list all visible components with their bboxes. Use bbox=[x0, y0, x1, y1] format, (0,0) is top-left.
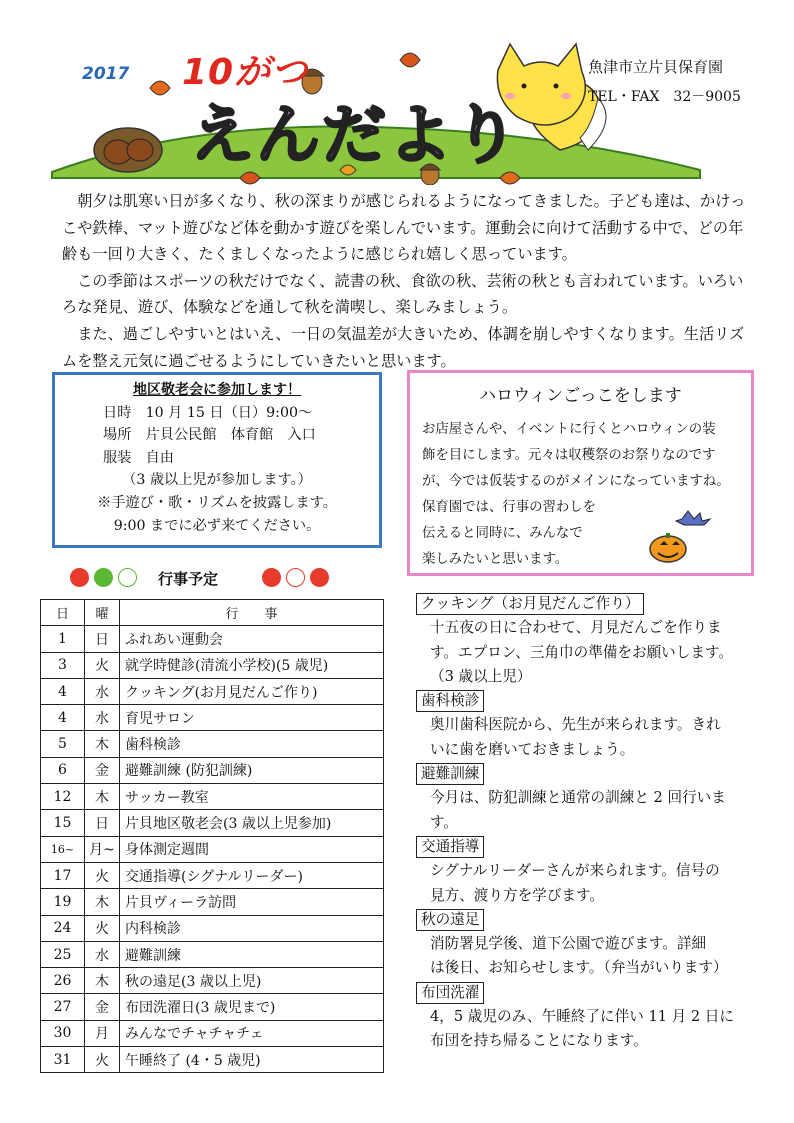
cell-day: 27 bbox=[41, 994, 85, 1020]
halloween-line: お店屋さんや、イベントに行くとハロウィンの装 bbox=[422, 422, 716, 437]
event-body-line: 奥川歯科医院から、先生が来られます。きれ bbox=[430, 716, 721, 734]
event-body-line: 十五夜の日に合わせて、月見だんごを作りま bbox=[430, 619, 722, 637]
cell-day: 5 bbox=[41, 731, 85, 757]
apple-icon bbox=[262, 568, 281, 587]
cell-event: 避難訓練 bbox=[120, 941, 384, 967]
keiro-note: ※手遊び・歌・リズムを披露します。 bbox=[97, 494, 337, 511]
table-row bbox=[41, 836, 384, 862]
keiro-datetime: 日時 10 月 15 日（日）9:00～ bbox=[103, 404, 313, 421]
schedule-heading bbox=[70, 566, 370, 592]
event-details bbox=[416, 592, 756, 1054]
cell-weekday: 水 bbox=[85, 705, 120, 731]
cell-event: クッキング(お月見だんご作り) bbox=[120, 678, 384, 704]
header-banner bbox=[0, 0, 794, 185]
keiro-dress: 服装 自由 bbox=[103, 449, 174, 466]
intro-paragraph: また、過ごしやすいとはいえ、一日の気温差が大きいため、体調を崩しやすくなります。生活リズムを整え元気に過ごせるようにしていきたいと思います。 bbox=[62, 324, 745, 370]
event-body-line: す。エプロン、三角巾の準備をお願いします。 bbox=[430, 643, 733, 661]
cell-weekday: 月 bbox=[85, 1020, 120, 1046]
table-header-row bbox=[41, 600, 384, 626]
cell-event: サッカー教室 bbox=[120, 784, 384, 810]
apple-icon bbox=[118, 568, 137, 587]
event-body-line: 見方、渡り方を学びます。 bbox=[430, 886, 604, 904]
cell-event: 歯科検診 bbox=[120, 731, 384, 757]
cell-weekday: 木 bbox=[85, 889, 120, 915]
cell-event: みんなでチャチャチェ bbox=[120, 1020, 384, 1046]
cell-day: 30 bbox=[41, 1020, 85, 1046]
cell-weekday: 金 bbox=[85, 994, 120, 1020]
table-row bbox=[41, 915, 384, 941]
event-body-line: 4，5 歳児のみ、午睡終了に伴い 11 月 2 日に bbox=[430, 1008, 734, 1026]
halloween-line: 伝えると同時に、みんなで bbox=[422, 526, 583, 541]
keiro-title: 地区敬老会に参加します！ bbox=[133, 382, 301, 398]
newsletter-title: えんだより bbox=[190, 99, 520, 173]
cell-weekday: 火 bbox=[85, 652, 120, 678]
cell-day: 19 bbox=[41, 889, 85, 915]
cell-weekday: 水 bbox=[85, 678, 120, 704]
header-weekday: 曜 bbox=[85, 600, 120, 626]
event-title: 避難訓練 bbox=[416, 763, 484, 785]
event-title: 歯科検診 bbox=[416, 690, 484, 712]
cell-day: 4 bbox=[41, 705, 85, 731]
apple-icon bbox=[286, 568, 305, 587]
apple-icon bbox=[94, 568, 113, 587]
intro-paragraph: 朝夕は肌寒い日が多くなり、秋の深まりが感じられるようになってきました。子ども達は、かけっこや鉄棒、マット遊びなど体を動かす遊びを楽しんでいます。運動会に向けて活動する中で、どの年齢も一回り大きく、たくましくなったように感じられ嬉しく思っています。 bbox=[62, 192, 746, 264]
cell-day: 4 bbox=[41, 678, 85, 704]
cell-day: 24 bbox=[41, 915, 85, 941]
cell-day: 6 bbox=[41, 757, 85, 783]
header-event: 行 事 bbox=[120, 600, 384, 626]
phone-fax: TEL・FAX 32－9005 bbox=[588, 89, 741, 105]
cell-weekday: 日 bbox=[85, 810, 120, 836]
cell-event: 就学時健診(清流小学校)(5 歳児) bbox=[120, 652, 384, 678]
table-row bbox=[41, 1020, 384, 1046]
halloween-box bbox=[407, 370, 754, 576]
cell-day: 1 bbox=[41, 626, 85, 652]
table-row bbox=[41, 889, 384, 915]
table-row bbox=[41, 810, 384, 836]
event-body-line: は後日、お知らせします。（弁当がいります） bbox=[430, 959, 728, 977]
table-row bbox=[41, 626, 384, 652]
cell-day: 25 bbox=[41, 941, 85, 967]
table-row bbox=[41, 941, 384, 967]
cell-weekday: 水 bbox=[85, 941, 120, 967]
schedule-body bbox=[41, 626, 384, 1073]
halloween-line: 保育園では、行事の習わしを bbox=[422, 500, 597, 515]
keiro-note: 9:00 までに必ず来てください。 bbox=[113, 517, 321, 534]
event-body-line: 布団を持ち帰ることになります。 bbox=[430, 1032, 648, 1050]
event-title: 交通指導 bbox=[416, 836, 484, 858]
keiro-event-box bbox=[52, 372, 382, 548]
cell-event: 身体測定週間 bbox=[120, 836, 384, 862]
event-title: 秋の遠足 bbox=[416, 909, 484, 931]
school-name: 魚津市立片貝保育園 bbox=[588, 58, 724, 76]
schedule-title: 行事予定 bbox=[158, 570, 219, 588]
cell-event: ふれあい運動会 bbox=[120, 626, 384, 652]
cell-day: 26 bbox=[41, 968, 85, 994]
schedule-table bbox=[40, 599, 384, 1073]
event-body-line: す。 bbox=[430, 813, 459, 831]
cell-event: 布団洗濯日(3 歳児まで) bbox=[120, 994, 384, 1020]
cell-event: 交通指導(シグナルリーダー) bbox=[120, 862, 384, 888]
cell-day: 15 bbox=[41, 810, 85, 836]
cell-weekday: 金 bbox=[85, 757, 120, 783]
table-row bbox=[41, 862, 384, 888]
month-title: 10がつ bbox=[182, 52, 309, 93]
cell-weekday: 火 bbox=[85, 915, 120, 941]
header-day: 日 bbox=[41, 600, 85, 626]
cell-weekday: 木 bbox=[85, 968, 120, 994]
cell-weekday: 火 bbox=[85, 1047, 120, 1073]
halloween-line: が、今では仮装するのがメインになっていますね。 bbox=[422, 474, 730, 489]
table-row bbox=[41, 994, 384, 1020]
halloween-line: 楽しみたいと思います。 bbox=[422, 552, 569, 567]
cell-weekday: 木 bbox=[85, 731, 120, 757]
cell-day: 16~ bbox=[41, 836, 85, 862]
intro-text bbox=[62, 188, 752, 374]
table-row bbox=[41, 784, 384, 810]
cell-day: 31 bbox=[41, 1047, 85, 1073]
table-row bbox=[41, 705, 384, 731]
table-row bbox=[41, 1047, 384, 1073]
keiro-place: 場所 片貝公民館 体育館 入口 bbox=[103, 427, 316, 444]
cell-weekday: 木 bbox=[85, 784, 120, 810]
cell-day: 3 bbox=[41, 652, 85, 678]
event-body-line: 今月は、防犯訓練と通常の訓練と 2 回行いま bbox=[430, 789, 726, 807]
event-body-line: シグナルリーダーさんが来られます。信号の bbox=[430, 862, 720, 880]
halloween-title: ハロウィンごっこをします bbox=[479, 386, 682, 406]
halloween-line: 飾を目にします。元々は収穫祭のお祭りなのです bbox=[422, 448, 716, 463]
cell-event: 秋の遠足(3 歳以上児) bbox=[120, 968, 384, 994]
keiro-note: （3 歳以上児が参加します。） bbox=[122, 472, 312, 489]
cell-day: 12 bbox=[41, 784, 85, 810]
event-body-line: 消防署見学後、道下公園で遊びます。詳細 bbox=[430, 935, 707, 953]
table-row bbox=[41, 652, 384, 678]
cell-event: 片貝地区敬老会(3 歳以上児参加) bbox=[120, 810, 384, 836]
table-row bbox=[41, 678, 384, 704]
event-body-line: （3 歳以上児） bbox=[430, 667, 532, 685]
event-title: クッキング（お月見だんご作り） bbox=[416, 593, 644, 615]
cell-event: 育児サロン bbox=[120, 705, 384, 731]
event-body-line: いに歯を磨いておきましょう。 bbox=[430, 740, 635, 758]
pumpkin-bat-icon bbox=[648, 509, 728, 565]
apple-icon bbox=[70, 568, 89, 587]
table-row bbox=[41, 731, 384, 757]
cell-event: 午睡終了 (4・5 歳児) bbox=[120, 1047, 384, 1073]
cell-weekday: 月~ bbox=[85, 836, 120, 862]
intro-paragraph: この季節はスポーツの秋だけでなく、読書の秋、食欲の秋、芸術の秋とも言われています。いろいろな発見、遊び、体験などを通して秋を満喫し、楽しみましょう。 bbox=[62, 271, 744, 317]
cell-event: 片貝ヴィーラ訪問 bbox=[120, 889, 384, 915]
event-title: 布団洗濯 bbox=[416, 982, 484, 1004]
cell-event: 避難訓練 (防犯訓練) bbox=[120, 757, 384, 783]
cell-weekday: 火 bbox=[85, 862, 120, 888]
table-row bbox=[41, 757, 384, 783]
table-row bbox=[41, 968, 384, 994]
apple-icon bbox=[310, 568, 329, 587]
year-label: 2017 bbox=[82, 64, 130, 84]
cell-weekday: 日 bbox=[85, 626, 120, 652]
cell-day: 17 bbox=[41, 862, 85, 888]
cell-event: 内科検診 bbox=[120, 915, 384, 941]
